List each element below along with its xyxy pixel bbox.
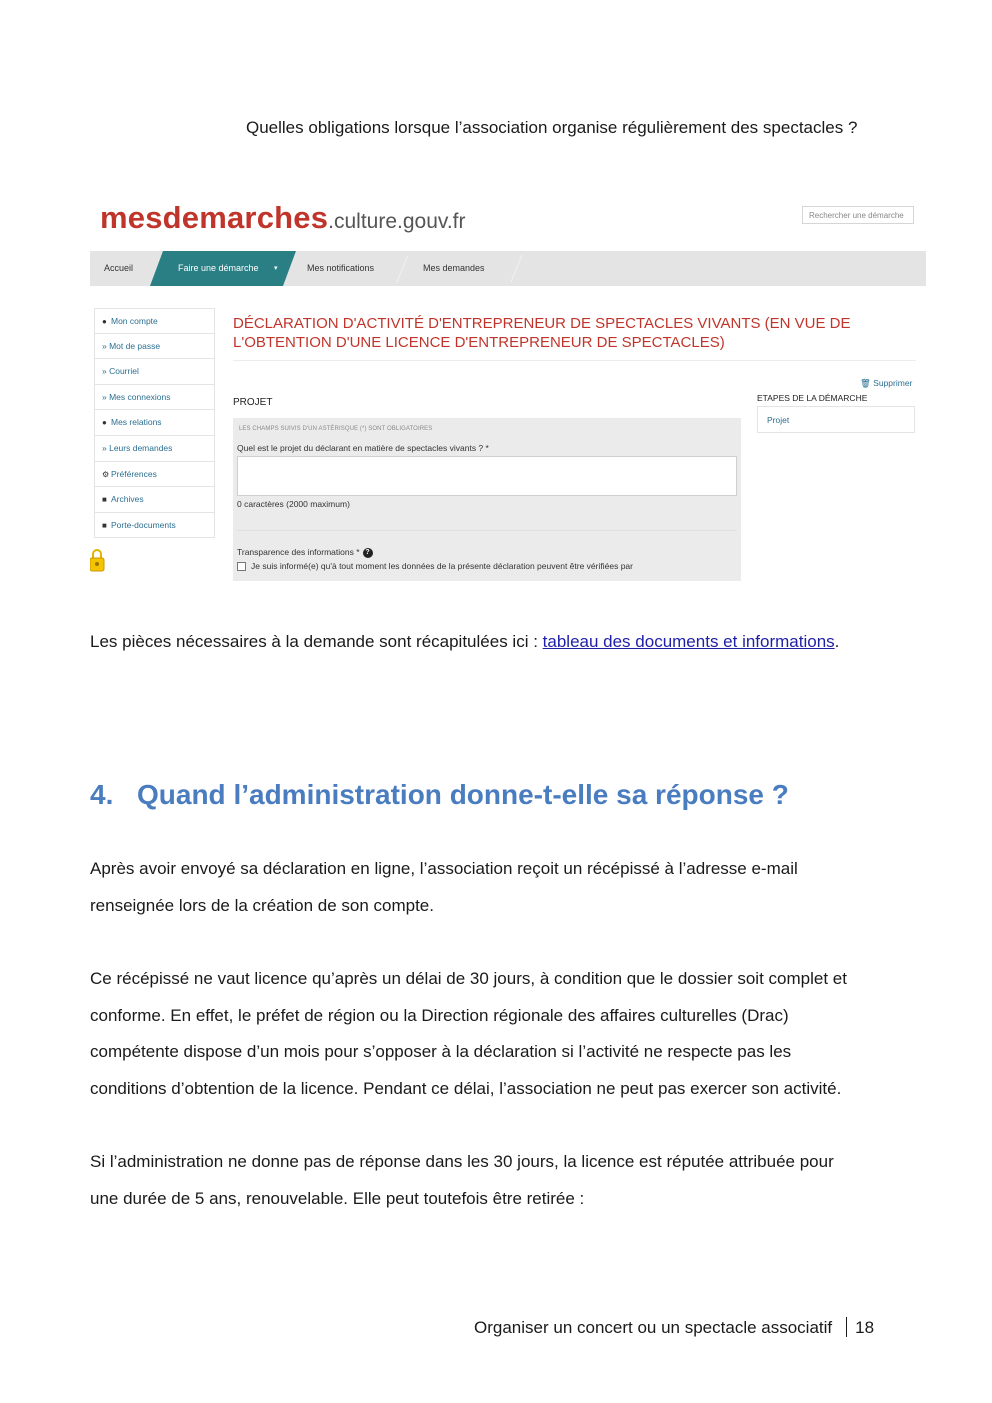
heading-number: 4. (90, 779, 114, 810)
char-count: 0 caractères (2000 maximum) (237, 499, 350, 509)
sidebar-item-their-requests[interactable]: » Leurs demandes (94, 436, 215, 462)
section-heading (90, 779, 789, 811)
sidebar-item-archives[interactable]: ■ Archives (94, 487, 215, 513)
paragraph-line: conforme. En effet, le préfet de région ou la Direction régionale des affaires culturelles (Drac) (90, 1005, 789, 1025)
project-textarea[interactable] (237, 456, 737, 496)
steps-title: ETAPES DE LA DÉMARCHE (757, 393, 868, 403)
logo-domain: .culture.gouv.fr (328, 210, 466, 233)
paragraph-line: Si l’administration ne donne pas de réponse dans les 30 jours, la licence est réputée attribuée pour (90, 1152, 834, 1171)
documents-sentence: Les pièces nécessaires à la demande sont récapitulées ici : tableau des documents et informations. (90, 632, 840, 651)
step-project[interactable]: Projet (767, 415, 790, 425)
folder-icon: ■ (102, 495, 107, 505)
paragraph-line: Ce récépissé ne vaut licence qu’après un délai de 30 jours, à condition que le dossier soit complet et (90, 969, 847, 988)
heading-text: Quand l’administration donne-t-elle sa réponse ? (137, 779, 789, 810)
delete-button[interactable]: 🗑 Supprimer (860, 378, 913, 388)
user-icon: ● (102, 317, 107, 326)
paragraph-receipt (90, 851, 798, 924)
declaration-title: DÉCLARATION D'ACTIVITÉ D'ENTREPRENEUR DE SPECTACLES VIVANTS (EN VUE DE L'OBTENTION D'UNE LICENCE D'ENTREPRENEUR DE SPECTACLES) (233, 315, 851, 351)
paragraph-line: conditions d’obtention de la licence. Pendant ce délai, l’association ne peut pas exercer son activité. (90, 1078, 842, 1098)
site-logo[interactable] (100, 200, 466, 236)
top-question: Quelles obligations lorsque l’association organise régulièrement des spectacles ? (246, 118, 858, 137)
nav-my-requests[interactable]: Mes demandes (423, 263, 485, 273)
form-panel (233, 418, 741, 581)
help-icon[interactable]: ? (363, 548, 373, 558)
title-divider (233, 360, 916, 361)
page-number: 18 (855, 1318, 875, 1337)
documents-table-link[interactable]: tableau des documents et informations (542, 632, 835, 651)
sidebar-item-relations[interactable]: ● Mes relations (94, 410, 215, 436)
paragraph-line: Après avoir envoyé sa déclaration en ligne, l’association reçoit un récépissé à l’adresse e-mail (90, 859, 798, 878)
transparency-checkbox-row: Je suis informé(e) qu'à tout moment les données de la présente déclaration peuvent être vérifiées par (237, 561, 633, 571)
gears-icon: ⚙ (102, 469, 110, 479)
sidebar-item-preferences[interactable]: ⚙ Préférences (94, 462, 215, 488)
chevron-down-icon[interactable]: ▾ (274, 265, 278, 272)
question-label: Quel est le projet du déclarant en matière de spectacles vivants ? * (237, 443, 489, 453)
embedded-screenshot (90, 188, 926, 581)
main-nav (90, 251, 926, 286)
steps-list (757, 406, 915, 433)
footer-title: Organiser un concert ou un spectacle associatif (474, 1318, 833, 1337)
logo-brand: mesdemarches (100, 200, 329, 235)
section-label: PROJET (233, 397, 273, 408)
sidebar-item-connections[interactable]: » Mes connexions (94, 385, 215, 411)
paragraph-delay (90, 961, 847, 1107)
paragraph-line: compétente dispose d’un mois pour s’opposer à la déclaration si l’activité ne respecte pas les (90, 1042, 792, 1061)
lock-icon: ■ (102, 520, 107, 530)
transparency-label: Transparence des informations * ? (237, 547, 373, 558)
sidebar (94, 308, 215, 538)
sidebar-item-password[interactable]: » Mot de passe (94, 334, 215, 360)
page-footer (474, 1317, 874, 1338)
required-note: LES CHAMPS SUIVIS D'UN ASTÉRISQUE (*) SONT OBLIGATOIRES (239, 426, 433, 432)
paragraph-no-response (90, 1144, 834, 1217)
panel-divider (237, 530, 737, 531)
nav-separator (511, 255, 523, 282)
footer-divider (846, 1317, 847, 1337)
paragraph-line: une durée de 5 ans, renouvelable. Elle peut toutefois être retirée : (90, 1188, 585, 1208)
nav-home[interactable]: Accueil (104, 263, 134, 273)
cut-off-text (237, 576, 707, 581)
sidebar-item-documents[interactable]: ■ Porte-documents (94, 513, 215, 539)
nav-separator (397, 255, 409, 282)
users-icon: ● (102, 418, 107, 428)
trash-icon: 🗑 (860, 378, 871, 388)
paragraph-line: renseignée lors de la création de son compte. (90, 895, 434, 915)
sidebar-item-account[interactable]: ● Mon compte (94, 308, 215, 334)
padlock-icon (90, 548, 105, 573)
nav-make-request[interactable]: Faire une démarche (178, 263, 259, 273)
transparency-checkbox[interactable] (237, 562, 246, 571)
nav-notifications[interactable]: Mes notifications (307, 263, 375, 273)
sidebar-item-email[interactable]: » Courriel (94, 359, 215, 385)
search-input[interactable]: Rechercher une démarche (802, 206, 914, 224)
